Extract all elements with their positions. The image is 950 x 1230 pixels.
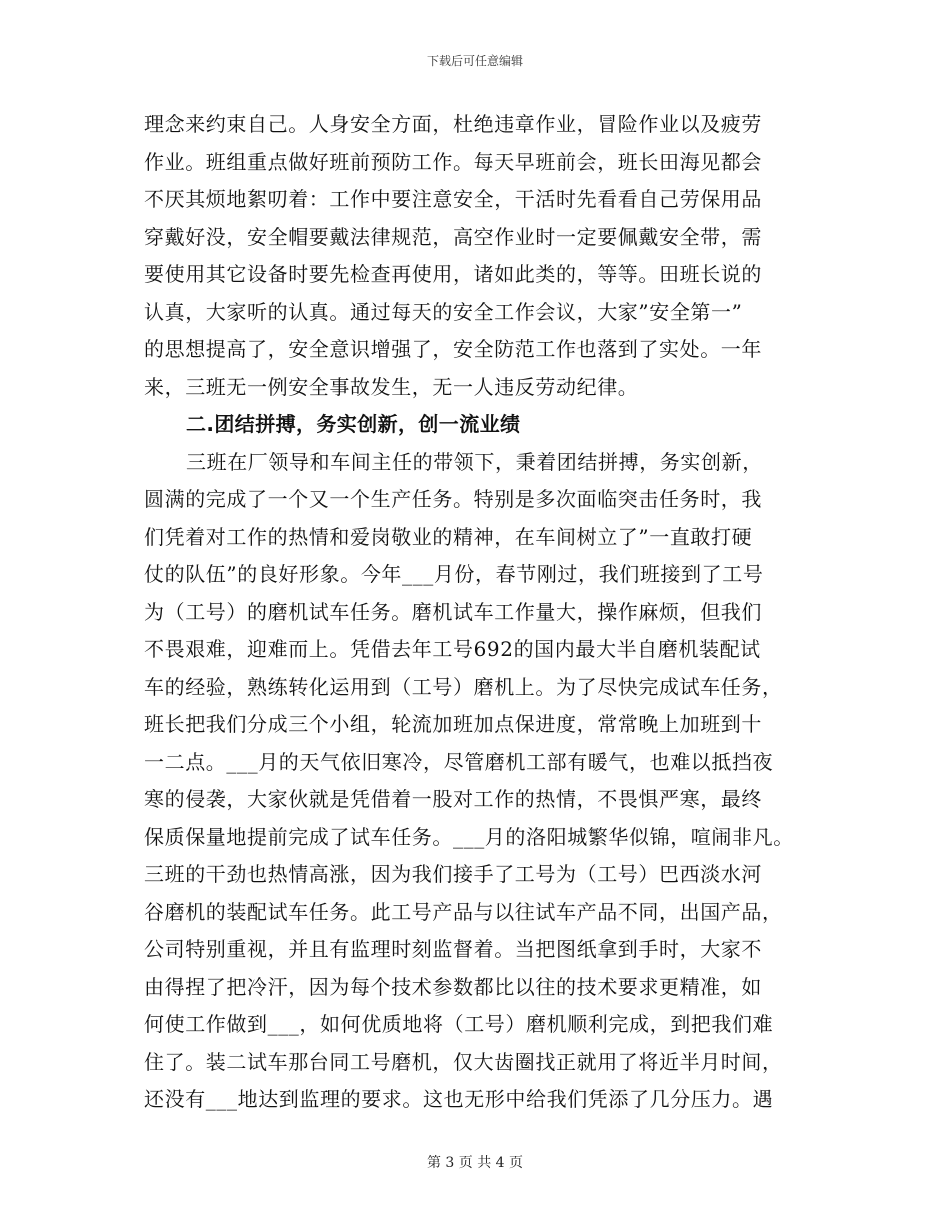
text-line: 谷磨机的装配试车任务。此工号产品与以往试车产品不同，出国产品， xyxy=(144,899,783,924)
section-heading: 二.团结拼搏，务实创新，创一流业绩 xyxy=(186,412,521,436)
text-line: 来，三班无一例安全事故发生，无一人违反劳动纪律。 xyxy=(144,374,639,399)
text-line: 车的经验，熟练转化运用到（工号）磨机上。为了尽快完成试车任务， xyxy=(144,674,783,699)
text-line: 圆满的完成了一个又一个生产任务。特别是多次面临突击任务时，我 xyxy=(144,487,762,511)
text-line: 不厌其烦地絮叨着：工作中要注意安全，干活时先看看自己劳保用品 xyxy=(144,187,762,211)
text-line: 作业。班组重点做好班前预防工作。每天早班前会，班长田海见都会 xyxy=(144,149,762,174)
text-line: 穿戴好没，安全帽要戴法律规范，高空作业时一定要佩戴安全带，需 xyxy=(144,224,762,249)
text-line: 寒的侵袭，大家伙就是凭借着一股对工作的热情，不畏惧严寒，最终 xyxy=(144,787,762,811)
text-line: 为（工号）的磨机试车任务。磨机试车工作量大，操作麻烦，但我们 xyxy=(144,599,762,624)
text-line: 公司特别重视，并且有监理时刻监督着。当把图纸拿到手时，大家不 xyxy=(144,937,762,961)
text-line: 班长把我们分成三个小组，轮流加班加点保进度，常常晚上加班到十 xyxy=(144,712,762,736)
text-line: 保质保量地提前完成了试车任务。___月的洛阳城繁华似锦，喧闹非凡。 xyxy=(144,824,794,849)
text-line: 不畏艰难，迎难而上。凭借去年工号692的国内最大半自磨机装配试 xyxy=(144,637,761,661)
text-line: 还没有___地达到监理的要求。这也无形中给我们凭添了几分压力。遇 xyxy=(144,1087,774,1111)
paragraph-first-line: 三班在厂领导和车间主任的带领下，秉着团结拼搏，务实创新， xyxy=(186,449,763,474)
text-line: 由得捏了把冷汗，因为每个技术参数都比以往的技术要求更精准，如 xyxy=(144,974,762,999)
text-line: 住了。装二试车那台同工号磨机，仅大齿圈找正就用了将近半月时间， xyxy=(144,1049,783,1074)
page-header-note: 下载后可任意编辑 xyxy=(426,54,523,68)
text-line: 要使用其它设备时要先检查再使用，诸如此类的，等等。田班长说的 xyxy=(144,262,762,286)
text-line: 三班的干劲也热情高涨，因为我们接手了工号为（工号）巴西淡水河 xyxy=(144,862,762,886)
text-line: 一二点。___月的天气依旧寒冷，尽管磨机工部有暖气，也难以抵挡夜 xyxy=(144,749,774,774)
text-line: 的思想提高了，安全意识增强了，安全防范工作也落到了实处。一年 xyxy=(144,337,762,361)
text-line: 理念来约束自己。人身安全方面，杜绝违章作业，冒险作业以及疲劳 xyxy=(144,112,762,136)
page-number: 第 3 页 共 4 页 xyxy=(426,1155,524,1171)
document-body xyxy=(144,106,804,1119)
text-line: 认真，大家听的认真。通过每天的安全工作会议，大家”安全第一” xyxy=(144,299,743,324)
text-line: 何使工作做到___，如何优质地将（工号）磨机顺利完成，到把我们难 xyxy=(144,1012,774,1036)
text-line: 仗的队伍”的良好形象。今年___月份，春节刚过，我们班接到了工号 xyxy=(144,562,764,586)
text-line: 们凭着对工作的热情和爱岗敬业的精神，在车间树立了”一直敢打硬 xyxy=(144,524,753,549)
